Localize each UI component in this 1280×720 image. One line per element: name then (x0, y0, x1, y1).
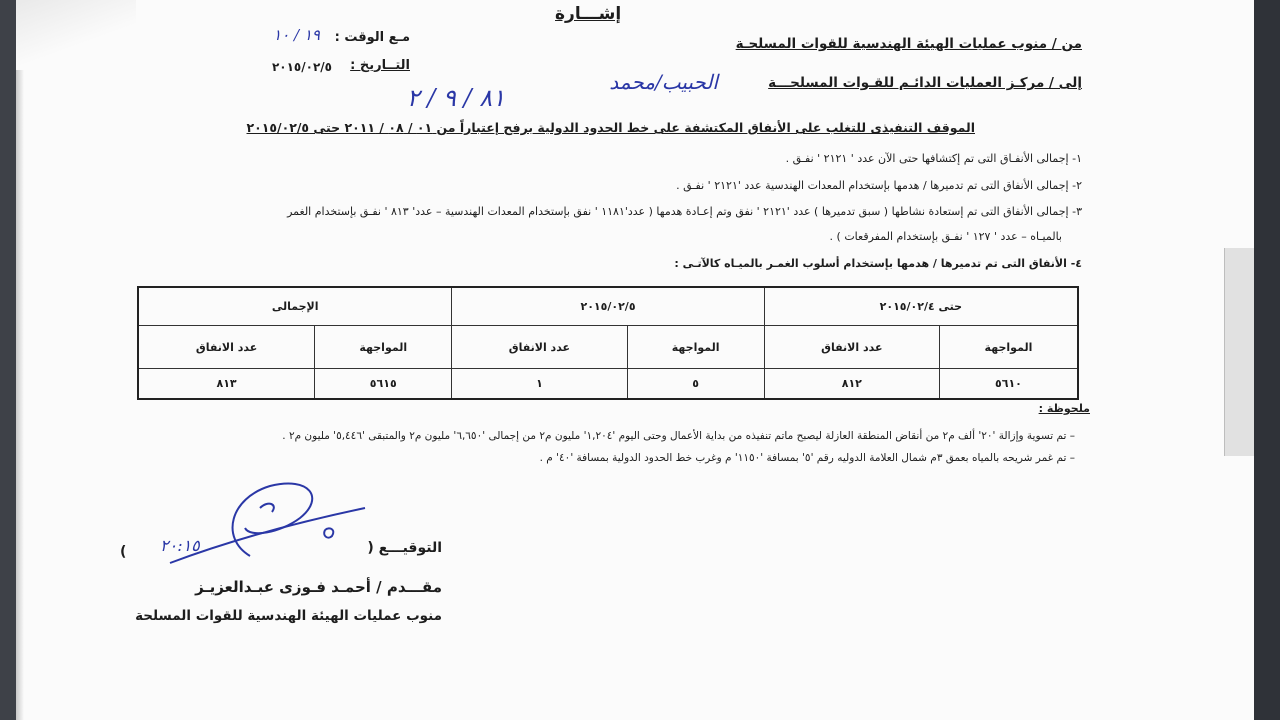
table-cell: ٥٦١٥ (315, 368, 452, 399)
note-2: – تم غمر شريحه بالمياه بعمق ٣م شمال العلامة الدوليه رقم '٥' بمسافة '١١٥٠' م وغرب خط الحدود الدولية بمسافة '٤٠' م . (539, 452, 1075, 464)
table-subheader: عدد الانفاق (764, 326, 939, 369)
flooding-tunnels-table (137, 286, 1079, 400)
signatory-position: منوب عمليات الهيئة الهندسية للقوات المسلحة (135, 608, 442, 624)
time-value-handwritten: ١٩ / ١٠ (273, 26, 320, 44)
table-cell: ٨١٣ (138, 368, 315, 399)
table-cell: ٨١٢ (764, 368, 939, 399)
table-subheader: عدد الانفاق (452, 326, 627, 369)
table-subheader: المواجهة (315, 326, 452, 369)
table-cell: ٥ (627, 368, 764, 399)
handwritten-sign-time: ٢٠:١٥ (160, 536, 200, 555)
from-line: من / منوب عمليات الهيئة الهندسية للقوات المسلحـة (735, 36, 1082, 52)
item-3-continued: بالميـاه – عدد ' ١٢٧ ' نفـق بإستخدام المفرقعات ) . (829, 230, 1062, 243)
handwritten-addressee-note: الحبيب/محمد (609, 70, 718, 94)
item-1: ١- إجمالى الأنفـاق التى تم إكتشافها حتى الآن عدد ' ٢١٢١ ' نفـق . (785, 152, 1082, 165)
date-value: ٢٠١٥/٠٢/٥ (271, 60, 332, 74)
date-label: التــاريخ : (350, 58, 410, 73)
note-1: – تم تسوية وإزالة '٢٠' ألف م٢ من أنقاض المنطقة العازلة ليصبح ماتم تنفيذه من بداية الأعمال وحتى اليوم '١,٢٠٤' مليون م٢ من إجمالى '٦,٦٥٠' مليون م٢ والمتبقى '٥,٤٤٦' مليون م٢ . (282, 430, 1075, 442)
notes-label: ملحوظة : (1038, 402, 1090, 415)
subject-line: الموقف التنفيذى للتغلب على الأنفاق المكتشفة على خط الحدود الدولية برفح إعتباراً من ٠١ / ٠٨ / ٢٠١١ حتى ٢٠١٥/٠٢/٥ (246, 120, 975, 135)
document-title: إشـــارة (555, 4, 622, 24)
table-group-header: ٢٠١٥/٠٢/٥ (452, 287, 764, 326)
handwritten-signature (150, 478, 370, 578)
time-label: مـع الوقت : (334, 30, 410, 45)
table-cell: ١ (452, 368, 627, 399)
table-group-header: الإجمالى (138, 287, 452, 326)
table-group-header: حتى ٢٠١٥/٠٢/٤ (764, 287, 1078, 326)
item-2: ٢- إجمالى الأنفاق التى تم تدميرها / هدمها بإستخدام المعدات الهندسية عدد '٢١٢١ ' نفـق . (676, 179, 1082, 192)
table-subheader: عدد الانفاق (138, 326, 315, 369)
item-3: ٣- إجمالى الأنفاق التى تم إستعادة نشاطها ( سبق تدميرها ) عدد '٢١٢١ ' نفق وتم إعـادة هدمها ( عدد'١١٨١ ' نفق بإستخدام المعدات الهندسية – عدد' ٨١٣ ' نفـق بإستخدام الغمر (287, 205, 1082, 218)
signature-close-paren: ) (120, 544, 127, 560)
signatory-name: مقـــدم / أحمـد فـوزى عبـدالعزيـز (195, 578, 442, 596)
table-cell: ٥٦١٠ (939, 368, 1078, 399)
table-subheader: المواجهة (939, 326, 1078, 369)
item-4: ٤- الأنفاق التى تم تدميرها / هدمها بإستخدام أسلوب الغمـر بالميـاه كالآتـى : (674, 257, 1082, 270)
to-line: إلى / مركـز العمليات الدائـم للقـوات المسلحـــة (768, 75, 1082, 91)
signature-label: التوقيـــع ( (367, 540, 442, 556)
handwritten-date-note: ٨١ / ٩ / ٢ (406, 84, 505, 112)
table-subheader: المواجهة (627, 326, 764, 369)
